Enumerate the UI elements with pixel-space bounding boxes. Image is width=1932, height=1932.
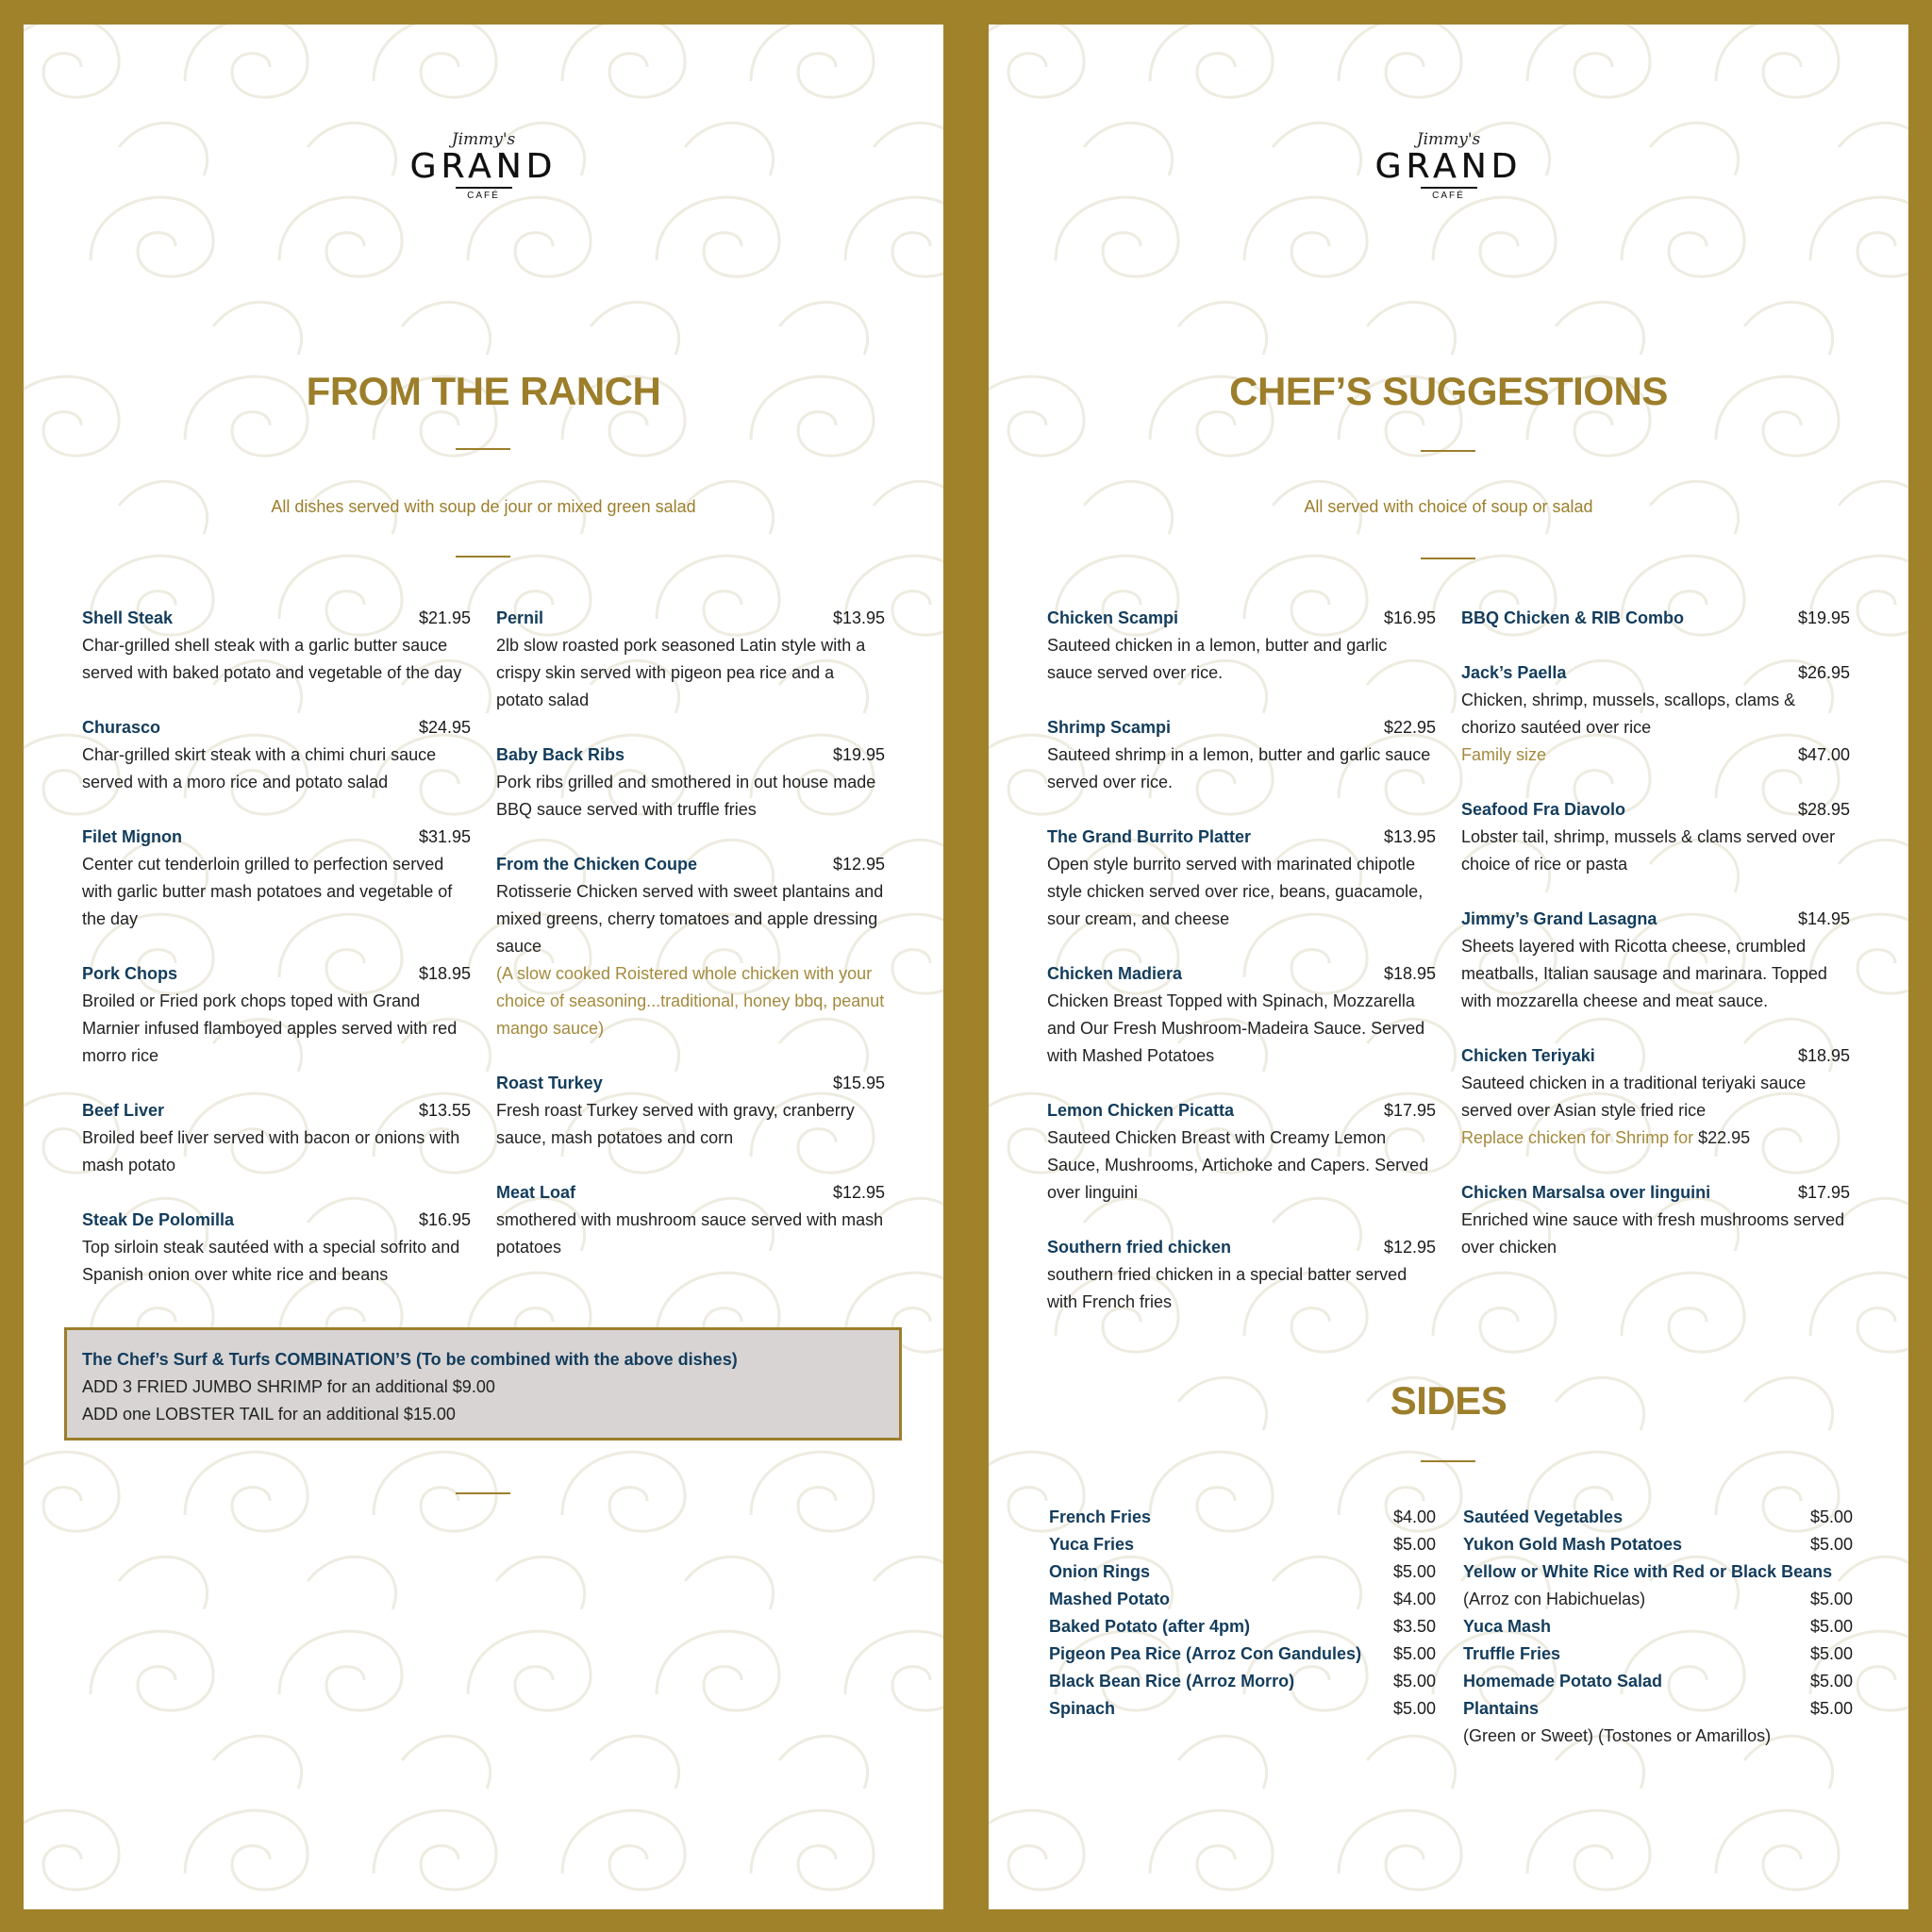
menu-item-header [82, 605, 471, 632]
divider [1421, 558, 1475, 559]
menu-item-name: Chicken Scampi [1047, 608, 1179, 627]
side-item [1049, 1613, 1436, 1641]
menu-item-price: $28.95 [1797, 800, 1850, 819]
menu-item-upgrade [1461, 1124, 1850, 1152]
menu-item-note: (A slow cooked Roistered whole chicken with your choice of seasoning...traditional, honey bbq, peanut mango sauce) [496, 964, 885, 1038]
menu-item-name: From the Chicken Coupe [496, 855, 698, 874]
menu-item-price: $19.95 [832, 745, 885, 764]
combo-box [64, 1327, 902, 1441]
chef-left-column [1047, 605, 1436, 1343]
side-item-name: Yellow or White Rice with Red or Black Beans [1463, 1562, 1833, 1581]
logo-sub: CAFÉ [1432, 191, 1465, 201]
menu-item-name: Beef Liver [82, 1101, 165, 1120]
menu-item-description: Chicken Breast Topped with Spinach, Mozzarella and Our Fresh Mushroom-Madeira Sauce. Served with Mashed Potatoes [1047, 991, 1425, 1065]
menu-item-name: Lemon Chicken Picatta [1047, 1101, 1235, 1120]
menu-item-price: $17.95 [1797, 1183, 1850, 1202]
side-item [1049, 1586, 1436, 1613]
menu-item-header [1047, 714, 1436, 741]
menu-item-header [496, 1179, 885, 1207]
section-subtitle-ranch: All dishes served with soup de jour or mixed green salad [271, 497, 696, 516]
side-item [1463, 1668, 1853, 1695]
side-item-price: $5.00 [1392, 1562, 1436, 1581]
menu-item-description: Sauteed Chicken Breast with Creamy Lemon Sauce, Mushrooms, Artichoke and Capers. Served over linguini [1047, 1128, 1429, 1202]
menu-item [82, 1097, 471, 1179]
menu-item-header [1461, 659, 1850, 687]
logo-sub: CAFÉ [467, 191, 500, 201]
menu-item-price: $22.95 [1383, 718, 1436, 737]
section-title-sides: SIDES [1390, 1378, 1507, 1423]
menu-item [496, 1070, 885, 1152]
menu-item-price: $24.95 [418, 718, 471, 737]
menu-item [1461, 659, 1850, 769]
menu-item-price: $16.95 [418, 1210, 471, 1229]
menu-item [82, 605, 471, 687]
side-item [1049, 1531, 1436, 1558]
section-subtitle-chef: All served with choice of soup or salad [1304, 497, 1593, 516]
menu-item-header [496, 851, 885, 878]
logo-rule [456, 187, 512, 189]
side-item-name: Yuca Fries [1049, 1535, 1135, 1554]
menu-item-description: smothered with mushroom sauce served with mash potatoes [496, 1210, 884, 1257]
menu-item-description: Broiled or Fried pork chops toped with Grand Marnier infused flamboyed apples served with red morro rice [82, 991, 458, 1065]
side-item-price: $5.00 [1392, 1644, 1436, 1663]
menu-item-description: Rotisserie Chicken served with sweet plantains and mixed greens, cherry tomatoes and apple dressing sauce [496, 882, 884, 956]
side-item [1463, 1641, 1853, 1668]
menu-item-name: Chicken Marsalsa over linguini [1461, 1183, 1711, 1202]
menu-item-price: $18.95 [418, 964, 471, 983]
menu-item [82, 824, 471, 933]
menu-item-name: The Grand Burrito Platter [1047, 827, 1252, 846]
menu-item [1047, 960, 1436, 1070]
logo-rule [1421, 187, 1477, 189]
menu-item-price: $13.95 [1383, 827, 1436, 846]
side-item [1049, 1558, 1436, 1586]
chef-right-column [1461, 605, 1850, 1289]
menu-item-description: Fresh roast Turkey served with gravy, cranberry sauce, mash potatoes and corn [496, 1101, 855, 1147]
sides-left-column [1049, 1504, 1436, 1723]
menu-item-price: $18.95 [1797, 1046, 1850, 1065]
menu-item-name: Seafood Fra Diavolo [1461, 800, 1626, 819]
side-item [1049, 1695, 1436, 1723]
menu-item-header [1461, 1042, 1850, 1070]
menu-item-description: Sauteed chicken in a traditional teriyaki sauce served over Asian style fried rice [1461, 1074, 1807, 1120]
menu-item [496, 741, 885, 824]
menu-item-description: Top sirloin steak sautéed with a special sofrito and Spanish onion over white rice and beans [82, 1238, 460, 1284]
menu-item-price: $15.95 [832, 1074, 885, 1092]
logo-script: Jimmy's [1416, 130, 1481, 149]
side-item [1463, 1695, 1853, 1723]
menu-item-name: Jimmy’s Grand Lasagna [1461, 909, 1657, 928]
menu-item-header [496, 1070, 885, 1097]
side-item-name: French Fries [1049, 1507, 1152, 1526]
menu-item-price: $13.55 [418, 1101, 471, 1120]
side-item-price: $3.50 [1392, 1617, 1436, 1636]
divider [1421, 450, 1475, 452]
menu-item-description: Broiled beef liver served with bacon or onions with mash potato [82, 1128, 460, 1174]
side-item-name: Baked Potato (after 4pm) [1049, 1617, 1251, 1636]
menu-item-header [82, 960, 471, 988]
menu-item-name: BBQ Chicken & RIB Combo [1461, 608, 1685, 627]
side-item [1049, 1641, 1436, 1668]
side-item-price: $4.00 [1392, 1590, 1436, 1608]
menu-item-description: Sauteed shrimp in a lemon, butter and garlic sauce served over rice. [1047, 745, 1431, 791]
menu-item-description: Sheets layered with Ricotta cheese, crumbled meatballs, Italian sausage and marinara. Topped with mozzarella cheese and meat sauce. [1461, 937, 1827, 1010]
restaurant-logo [989, 130, 1908, 202]
side-item-price: $5.00 [1809, 1617, 1853, 1636]
menu-item [1047, 824, 1436, 933]
menu-item-price: $14.95 [1797, 909, 1850, 928]
side-item [1463, 1586, 1853, 1613]
combo-title: The Chef’s Surf & Turfs COMBINATION’S (To be combined with the above dishes) [82, 1350, 738, 1369]
menu-item-description: 2lb slow roasted pork seasoned Latin style with a crispy skin served with pigeon pea rice and a potato salad [496, 636, 866, 709]
menu-item-price: $17.95 [1383, 1101, 1436, 1120]
side-item-name: Sautéed Vegetables [1463, 1507, 1624, 1526]
menu-page-chef [989, 25, 1908, 1909]
menu-item-name: Pork Chops [82, 964, 178, 983]
side-item-price: $5.00 [1809, 1644, 1853, 1663]
menu-item-description: Pork ribs grilled and smothered in out house made BBQ sauce served with truffle fries [496, 773, 876, 819]
menu-item-name: Chicken Teriyaki [1461, 1046, 1595, 1065]
side-item-price: $5.00 [1392, 1699, 1436, 1718]
upgrade-label: Replace chicken for Shrimp for [1461, 1128, 1694, 1147]
menu-item [1461, 605, 1850, 632]
menu-item [1461, 796, 1850, 878]
logo-main: GRAND [1374, 147, 1523, 186]
menu-item-header [1461, 1179, 1850, 1207]
menu-item-header [1047, 1234, 1436, 1261]
divider [456, 448, 510, 450]
menu-item-name: Shell Steak [82, 608, 174, 627]
menu-item-header [1047, 960, 1436, 988]
side-item-price: $5.00 [1809, 1672, 1853, 1690]
section-title-chef: CHEF’S SUGGESTIONS [1229, 369, 1668, 413]
menu-item-name: Meat Loaf [496, 1183, 576, 1202]
menu-item [82, 1207, 471, 1289]
side-item-name: (Green or Sweet) (Tostones or Amarillos) [1463, 1726, 1772, 1745]
menu-item-description: Char-grilled skirt steak with a chimi churi sauce served with a moro rice and potato salad [82, 745, 437, 791]
menu-item [1461, 906, 1850, 1015]
menu-item-name: Filet Mignon [82, 827, 182, 846]
ranch-right-column [496, 605, 885, 1289]
menu-item-description: Chicken, shrimp, mussels, scallops, clams & chorizo sautéed over rice [1461, 691, 1796, 737]
menu-item-price: $12.95 [832, 1183, 885, 1202]
menu-item-header [1047, 824, 1436, 851]
menu-item-header [1461, 906, 1850, 933]
side-item [1463, 1531, 1853, 1558]
side-item-name: Spinach [1049, 1699, 1116, 1718]
menu-item-description: Enriched wine sauce with fresh mushrooms served over chicken [1461, 1210, 1845, 1257]
menu-item-name: Shrimp Scampi [1047, 718, 1172, 737]
side-item-name: Yukon Gold Mash Potatoes [1463, 1535, 1683, 1554]
menu-item-description: Char-grilled shell steak with a garlic butter sauce served with baked potato and vegetable of the day [82, 636, 462, 682]
menu-item [82, 960, 471, 1070]
side-item [1463, 1504, 1853, 1531]
menu-item [496, 1179, 885, 1261]
menu-item-name: Pernil [496, 608, 544, 627]
restaurant-logo [24, 130, 943, 202]
menu-item-description: Open style burrito served with marinated chipotle style chicken served over rice, beans, guacamole, sour cream, and cheese [1047, 855, 1424, 928]
side-item-name: Truffle Fries [1463, 1644, 1561, 1663]
upgrade-price: $22.95 [1698, 1128, 1751, 1147]
side-item [1463, 1613, 1853, 1641]
side-item-name: Onion Rings [1049, 1562, 1150, 1581]
sides-right-column [1463, 1504, 1853, 1750]
menu-item [1461, 1042, 1850, 1152]
menu-item [496, 605, 885, 714]
menu-item-price: $16.95 [1383, 608, 1436, 627]
menu-item [1047, 1234, 1436, 1316]
menu-item-price: $21.95 [418, 608, 471, 627]
menu-item-name: Southern fried chicken [1047, 1238, 1232, 1257]
divider [456, 1492, 510, 1494]
side-item-name: Pigeon Pea Rice (Arroz Con Gandules) [1049, 1644, 1362, 1663]
side-item-name: Black Bean Rice (Arroz Morro) [1049, 1672, 1295, 1690]
menu-item-header [496, 741, 885, 769]
divider [456, 556, 510, 558]
menu-item-description: Sauteed chicken in a lemon, butter and garlic sauce served over rice. [1047, 636, 1388, 682]
menu-item-price: $12.95 [1383, 1238, 1436, 1257]
menu-item [1461, 1179, 1850, 1261]
menu-item-name: Baby Back Ribs [496, 745, 625, 764]
menu-item-name: Chicken Madiera [1047, 964, 1183, 983]
menu-item-name: Steak De Polomilla [82, 1210, 235, 1229]
menu-item-header [82, 1207, 471, 1234]
menu-item [82, 714, 471, 796]
side-item-name: Mashed Potato [1049, 1590, 1171, 1608]
menu-item [1047, 605, 1436, 687]
ranch-left-column [82, 605, 471, 1316]
menu-item-header [1047, 1097, 1436, 1124]
logo-main: GRAND [409, 147, 558, 186]
menu-item-header [82, 824, 471, 851]
menu-item-price: $18.95 [1383, 964, 1436, 983]
menu-item-price: $12.95 [832, 855, 885, 874]
combo-line: ADD one LOBSTER TAIL for an additional $15.00 [82, 1405, 456, 1424]
combo-line: ADD 3 FRIED JUMBO SHRIMP for an additional $9.00 [82, 1377, 495, 1396]
side-item-price: $5.00 [1809, 1590, 1853, 1608]
menu-item-price: $31.95 [418, 827, 471, 846]
menu-item-header [496, 605, 885, 632]
menu-item-price: $19.95 [1797, 608, 1850, 627]
side-item-name: (Arroz con Habichuelas) [1463, 1590, 1646, 1608]
side-item [1463, 1723, 1853, 1750]
logo-script: Jimmy's [451, 130, 516, 149]
side-item-price: $5.00 [1392, 1672, 1436, 1690]
side-item [1049, 1668, 1436, 1695]
menu-item-name: Jack’s Paella [1461, 663, 1567, 682]
side-item-name: Yuca Mash [1463, 1617, 1552, 1636]
menu-item-name: Churasco [82, 718, 161, 737]
side-item-name: Homemade Potato Salad [1463, 1672, 1663, 1690]
menu-item-name: Roast Turkey [496, 1074, 603, 1092]
section-title-ranch: FROM THE RANCH [306, 369, 661, 413]
menu-page-ranch [24, 25, 943, 1909]
menu-item [1047, 1097, 1436, 1207]
divider [1421, 1460, 1475, 1462]
menu-item-description: Center cut tenderloin grilled to perfection served with garlic butter mash potatoes and vegetable of the day [82, 855, 453, 928]
side-item-price: $4.00 [1392, 1507, 1436, 1526]
side-item-price: $5.00 [1809, 1699, 1853, 1718]
menu-item-description: southern fried chicken in a special batter served with French fries [1047, 1265, 1407, 1311]
menu-item-family-size [1461, 741, 1850, 769]
side-item [1463, 1558, 1853, 1586]
menu-item-header [1461, 605, 1850, 632]
family-size-price: $47.00 [1797, 745, 1850, 764]
family-size-label: Family size [1461, 745, 1547, 764]
side-item-name: Plantains [1463, 1699, 1540, 1718]
menu-item-header [82, 714, 471, 741]
menu-item-header [1047, 605, 1436, 632]
side-item-price: $5.00 [1809, 1507, 1853, 1526]
menu-item-price: $26.95 [1797, 663, 1850, 682]
side-item [1049, 1504, 1436, 1531]
menu-item [1047, 714, 1436, 796]
side-item-price: $5.00 [1392, 1535, 1436, 1554]
menu-item-description: Lobster tail, shrimp, mussels & clams served over choice of rice or pasta [1461, 827, 1836, 874]
side-item-price: $5.00 [1809, 1535, 1853, 1554]
menu-item-header [1461, 796, 1850, 824]
menu-item-price: $13.95 [832, 608, 885, 627]
menu-item [496, 851, 885, 1042]
menu-item-header [82, 1097, 471, 1124]
